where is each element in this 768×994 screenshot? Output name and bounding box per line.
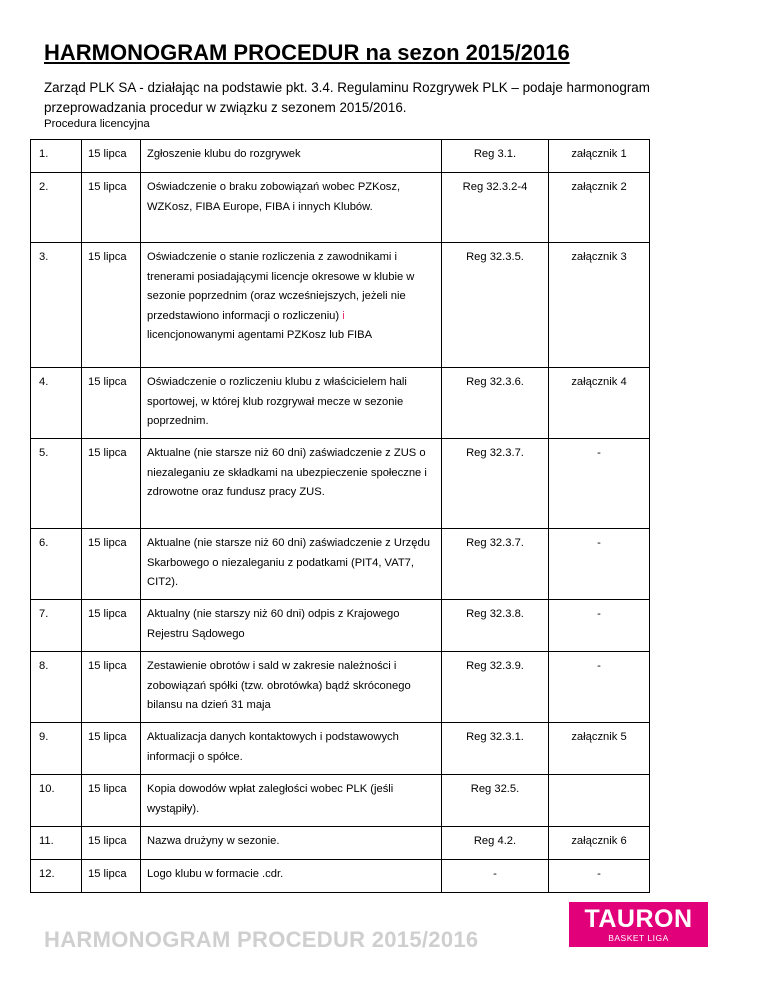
row-description: Aktualny (nie starszy niż 60 dni) odpis z Krajowego Rejestru Sądowego — [141, 600, 442, 652]
row-attachment: - — [549, 439, 650, 529]
row-description: Aktualne (nie starsze niż 60 dni) zaświadczenie z ZUS o niezaleganiu ze składkami na ubezpieczenie społeczne i zdrowotne oraz fundusz pracy ZUS. — [141, 439, 442, 529]
row-regulation: Reg 32.3.5. — [442, 243, 549, 368]
row-regulation: Reg 32.3.8. — [442, 600, 549, 652]
row-description: Kopia dowodów wpłat zaległości wobec PLK (jeśli wystąpiły). — [141, 775, 442, 827]
table-row — [31, 140, 650, 173]
row-description-part: licencjonowanymi agentami PZKosz lub FIBA — [147, 329, 373, 341]
row-description: Oświadczenie o rozliczeniu klubu z właścicielem hali sportowej, w której klub rozgrywał mecze w sezonie poprzednim. — [141, 368, 442, 439]
row-attachment: załącznik 2 — [549, 173, 650, 243]
row-number: 4. — [31, 368, 82, 439]
table-row — [31, 243, 650, 368]
row-description: Aktualne (nie starsze niż 60 dni) zaświadczenie z Urzędu Skarbowego o niezaleganiu z podatkami (PIT4, VAT7, CIT2). — [141, 529, 442, 600]
row-description: Zgłoszenie klubu do rozgrywek — [141, 140, 442, 173]
table-row — [31, 368, 650, 439]
logo-sub-text: BASKET LIGA — [608, 933, 669, 943]
row-date: 15 lipca — [82, 775, 141, 827]
row-number: 3. — [31, 243, 82, 368]
row-number: 8. — [31, 652, 82, 723]
row-attachment: - — [549, 860, 650, 893]
row-regulation: Reg 32.3.9. — [442, 652, 549, 723]
highlighted-conjunction: i — [342, 309, 345, 322]
row-description: Logo klubu w formacie .cdr. — [141, 860, 442, 893]
table-row — [31, 439, 650, 529]
row-number: 10. — [31, 775, 82, 827]
row-attachment: załącznik 1 — [549, 140, 650, 173]
row-description-part: Oświadczenie o stanie rozliczenia z zawodnikami i trenerami posiadającymi licencje okresowe w klubie w sezonie poprzednim (oraz wcześniejszych, jeżeli nie przedstawiono informacji o rozliczeniu) — [147, 251, 415, 322]
row-regulation: Reg 32.3.7. — [442, 439, 549, 529]
table-row — [31, 827, 650, 860]
row-attachment — [549, 775, 650, 827]
row-number: 12. — [31, 860, 82, 893]
row-date: 15 lipca — [82, 652, 141, 723]
row-date: 15 lipca — [82, 140, 141, 173]
row-description: Oświadczenie o braku zobowiązań wobec PZKosz, WZKosz, FIBA Europe, FIBA i innych Klubów. — [141, 173, 442, 243]
row-attachment: załącznik 3 — [549, 243, 650, 368]
row-attachment: - — [549, 529, 650, 600]
row-date: 15 lipca — [82, 243, 141, 368]
procedure-table — [30, 139, 650, 893]
table-row — [31, 600, 650, 652]
row-number: 1. — [31, 140, 82, 173]
row-regulation: Reg 32.3.2-4 — [442, 173, 549, 243]
tauron-basket-liga-logo — [569, 902, 708, 947]
row-date: 15 lipca — [82, 827, 141, 860]
row-description: Aktualizacja danych kontaktowych i podstawowych informacji o spółce. — [141, 723, 442, 775]
row-number: 6. — [31, 529, 82, 600]
table-row — [31, 860, 650, 893]
row-description — [141, 243, 442, 368]
row-attachment: załącznik 5 — [549, 723, 650, 775]
row-date: 15 lipca — [82, 860, 141, 893]
table-row — [31, 173, 650, 243]
footer-title: HARMONOGRAM PROCEDUR 2015/2016 — [44, 927, 479, 952]
table-row — [31, 723, 650, 775]
row-attachment: - — [549, 600, 650, 652]
row-date: 15 lipca — [82, 723, 141, 775]
table-row — [31, 775, 650, 827]
intro-paragraph: Zarząd PLK SA - działając na podstawie pkt. 3.4. Regulaminu Rozgrywek PLK – podaje harmonogram przeprowadzania procedur w związku z sezonem 2015/2016. — [44, 80, 650, 115]
row-number: 2. — [31, 173, 82, 243]
row-date: 15 lipca — [82, 173, 141, 243]
page-title: HARMONOGRAM PROCEDUR na sezon 2015/2016 — [44, 40, 570, 65]
table-row — [31, 529, 650, 600]
row-attachment: załącznik 6 — [549, 827, 650, 860]
row-attachment: - — [549, 652, 650, 723]
row-regulation: Reg 32.5. — [442, 775, 549, 827]
row-date: 15 lipca — [82, 600, 141, 652]
row-date: 15 lipca — [82, 439, 141, 529]
logo-main-text: TAURON — [584, 905, 693, 933]
row-date: 15 lipca — [82, 529, 141, 600]
row-regulation: Reg 32.3.1. — [442, 723, 549, 775]
row-regulation: Reg 32.3.7. — [442, 529, 549, 600]
row-regulation: Reg 32.3.6. — [442, 368, 549, 439]
row-number: 9. — [31, 723, 82, 775]
table-row — [31, 652, 650, 723]
row-regulation: Reg 3.1. — [442, 140, 549, 173]
section-subheading: Procedura licencyjna — [44, 118, 150, 130]
row-attachment: załącznik 4 — [549, 368, 650, 439]
row-regulation: Reg 4.2. — [442, 827, 549, 860]
row-date: 15 lipca — [82, 368, 141, 439]
row-description: Zestawienie obrotów i sald w zakresie należności i zobowiązań spółki (tzw. obrotówka) bądź skróconego bilansu na dzień 31 maja — [141, 652, 442, 723]
row-number: 11. — [31, 827, 82, 860]
row-number: 5. — [31, 439, 82, 529]
row-number: 7. — [31, 600, 82, 652]
row-description: Nazwa drużyny w sezonie. — [141, 827, 442, 860]
row-regulation: - — [442, 860, 549, 893]
